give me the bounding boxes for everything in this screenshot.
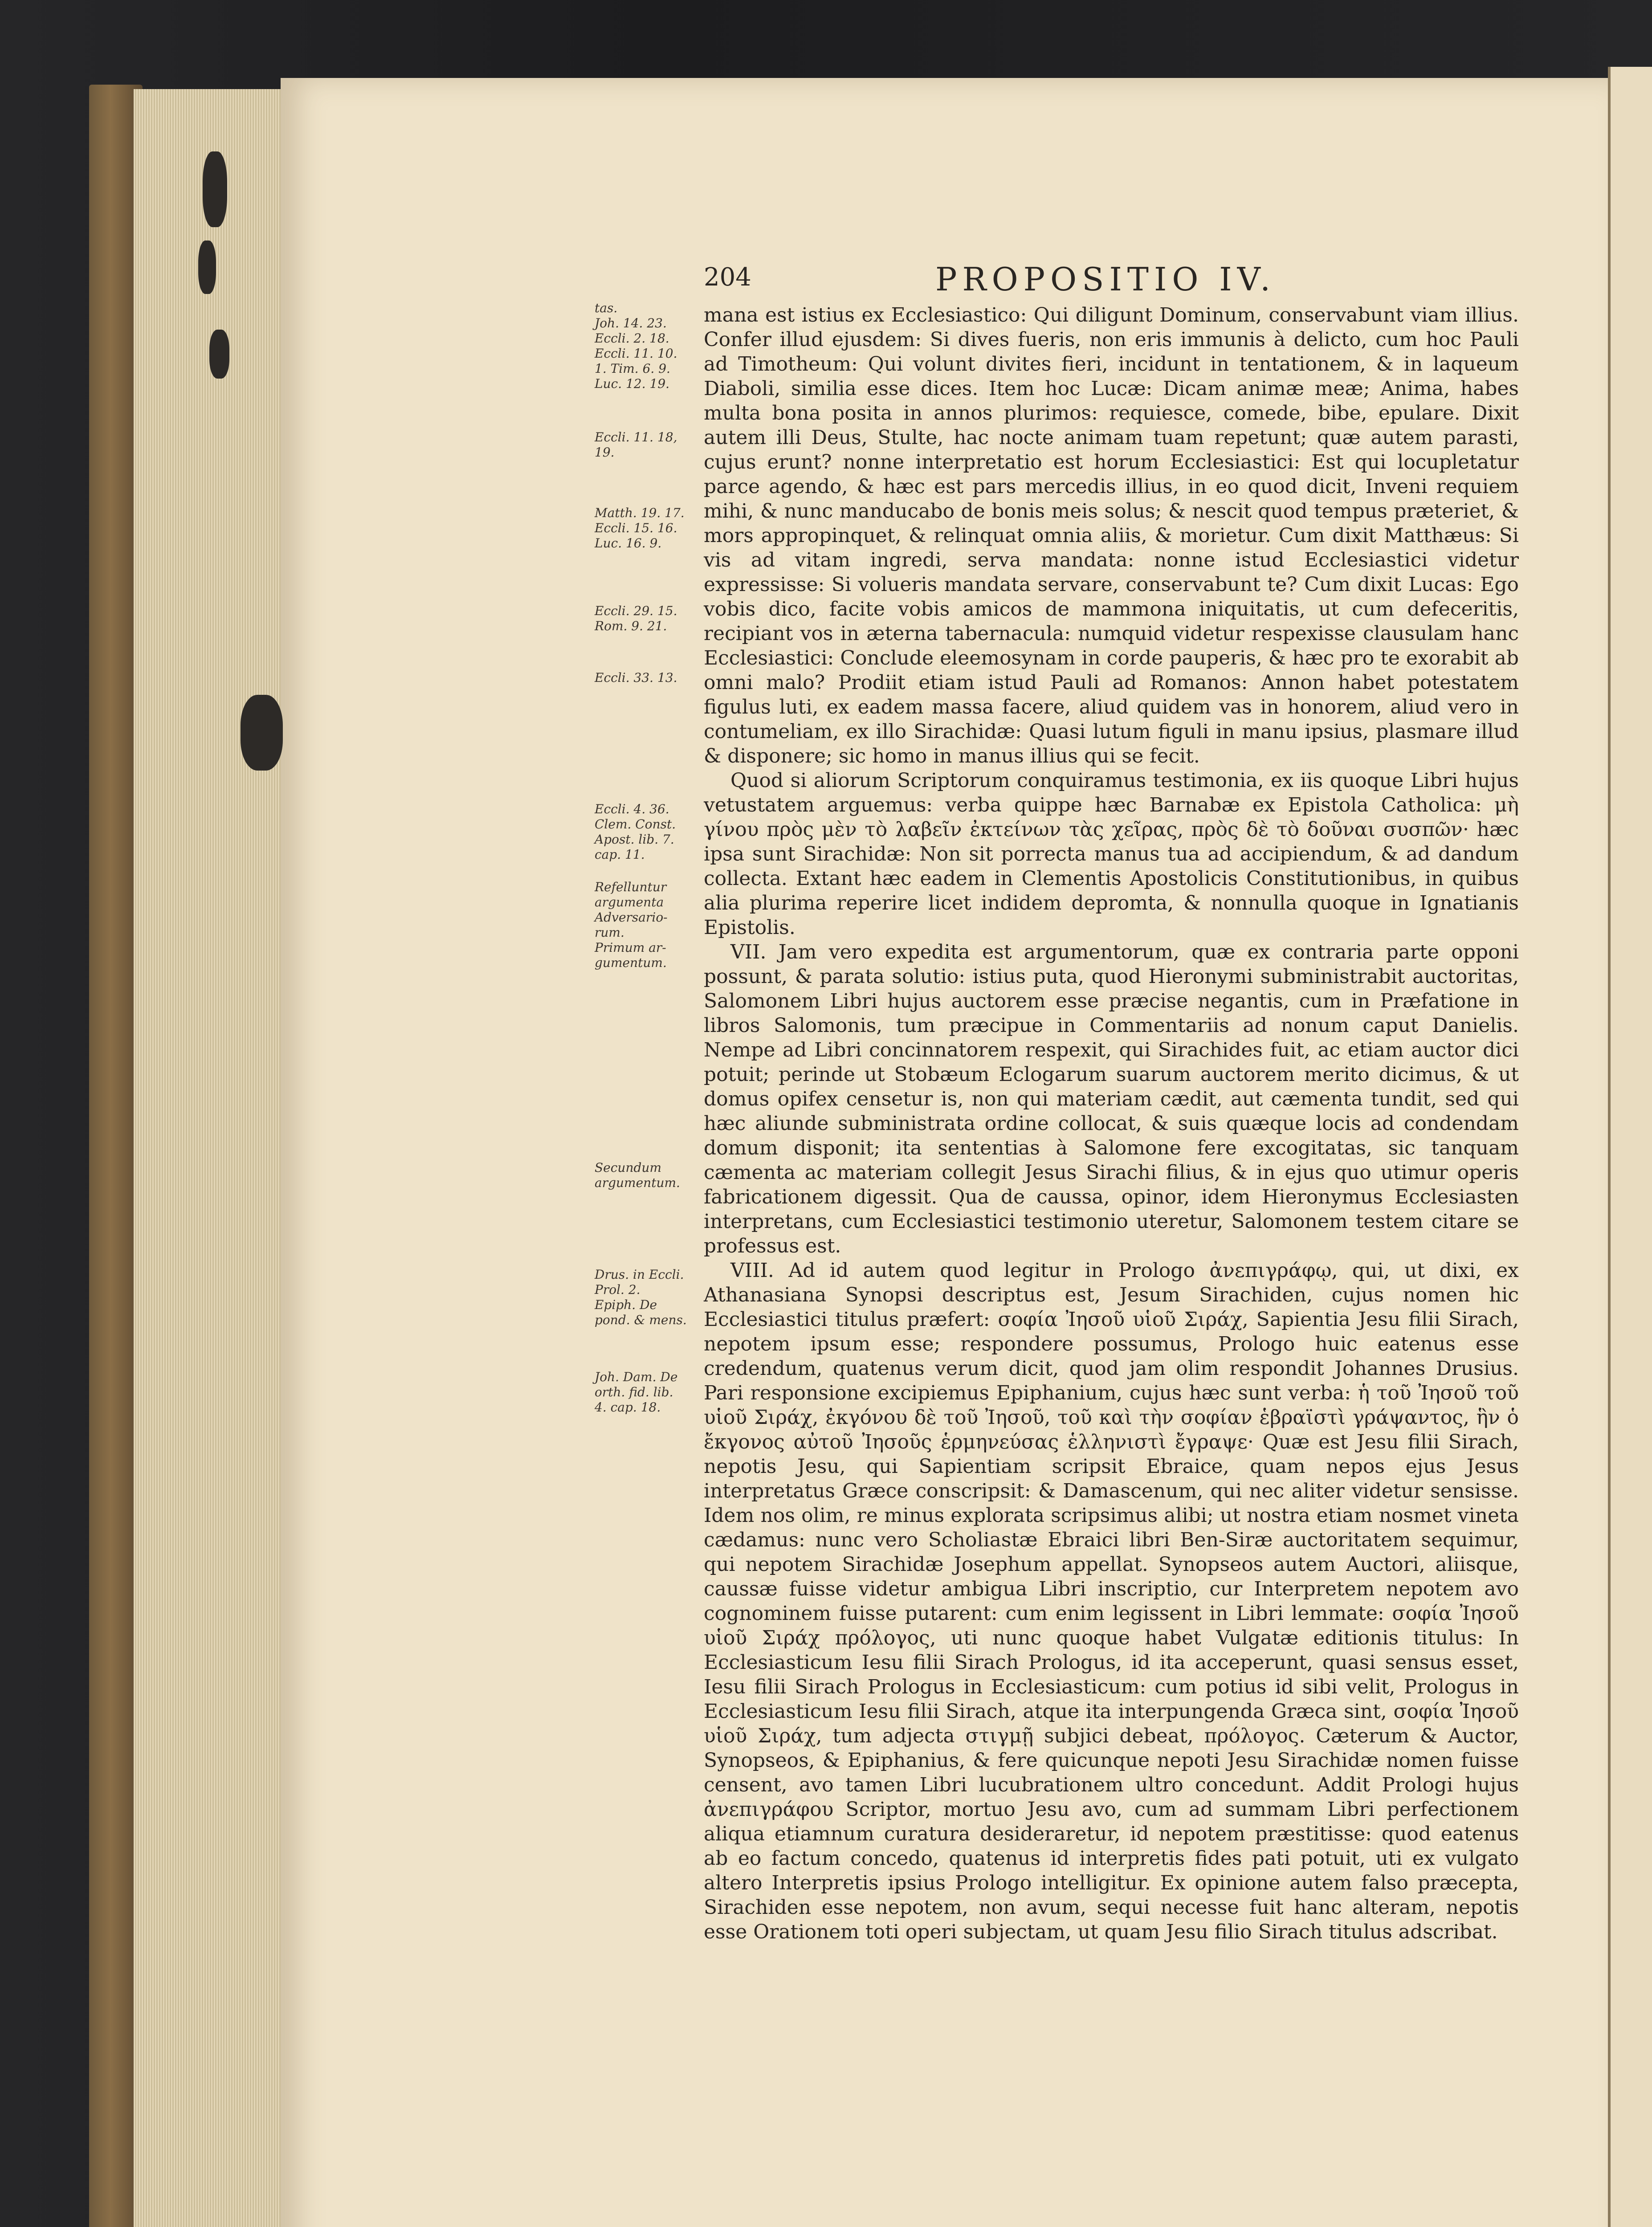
margin-note: Refelluntur argumenta Adversario- rum. Primum ar- gumentum. bbox=[595, 880, 668, 970]
margin-note: Eccli. 29. 15. Rom. 9. 21. bbox=[595, 604, 677, 633]
margin-note: Matth. 19. 17. Eccli. 15. 16. Luc. 16. 9. bbox=[595, 506, 685, 551]
page-edges bbox=[134, 89, 285, 2227]
margin-note: Joh. Dam. De orth. fid. lib. 4. cap. 18. bbox=[595, 1370, 678, 1415]
main-text bbox=[704, 303, 1519, 2084]
margin-note: Eccli. 4. 36. Clem. Const. Apost. lib. 7. cap. 11. bbox=[595, 802, 676, 862]
margin-note: Drus. in Eccli. Prol. 2. Epiph. De pond. & mens. bbox=[595, 1267, 687, 1327]
paragraph: Quod si aliorum Scriptorum conquiramus testimonia, ex iis quoque Libri hujus vetustatem arguemus: verba quippe hæc Barnabæ ex Epistola Catholica: μὴ γίνου πρὸς μὲν τὸ λαβεῖν ἐκτείνων τὰς χεῖρας, πρὸς δὲ τὸ δοῦναι συσπῶν· hæc ipsa sunt Sirachidæ: Non sit porrecta manus tua ad accipiendum, & ad dandum collecta. Extant hæc eadem in Clementis Apostolicis Constitutionibus, in quibus alia plurima reperire licet indidem depromta, & nonnulla quoque in Ignatianis Epistolis. bbox=[704, 769, 1519, 939]
ink-stain bbox=[209, 330, 229, 379]
margin-note: Secundum argumentum. bbox=[595, 1160, 680, 1190]
ink-stain bbox=[198, 241, 216, 294]
page-header bbox=[704, 263, 1505, 298]
margin-note: Eccli. 33. 13. bbox=[595, 670, 677, 685]
page-number: 204 bbox=[704, 263, 751, 292]
facing-page-edge bbox=[1608, 67, 1652, 2227]
margin-note: tas. Joh. 14. 23. Eccli. 2. 18. Eccli. 11. 10. 1. Tim. 6. 9. Luc. 12. 19. bbox=[595, 301, 677, 391]
margin-notes bbox=[595, 301, 697, 1726]
paragraph: mana est istius ex Ecclesiastico: Qui diligunt Dominum, conservabunt viam illius. Confer illud ejusdem: Si dives fueris, non eris immunis à delicto, cum hoc Pauli ad Timotheum: Qui volunt divites fieri, incidunt in tentationem, & in laqueum Diaboli, similia esse dices. Item hoc Lucæ: Dicam animæ meæ; Anima, habes multa bona posita in annos plurimos: requiesce, comede, bibe, epulare. Dixit autem illi Deus, Stulte, hac nocte animam tuam repetunt; quæ autem parasti, cujus erunt? nonne interpretatio est horum Ecclesiastici: Est qui locupletatur parce agendo, & hæc est pars mercedis illius, in eo quod dicit, Inveni requiem mihi, & nunc manducabo de bonis meis solus; & nescit quod tempus præteriet, & mors appropinquet, & relinquat omnia aliis, & morietur. Cum dixit Matthæus: Si vis ad vitam ingredi, serva mandata: nonne istud Ecclesiastici videtur expressisse: Si volueris mandata servare, conservabunt te? Cum dixit Lucas: Ego vobis dico, facite vobis amicos de mammona iniquitatis, ut cum defeceritis, recipiant vos in æterna tabernacula: numquid videtur respexisse clausulam hanc Ecclesiastici: Conclude eleemosynam in corde pauperis, & hæc pro te exorabit ab omni malo? Prodiit etiam istud Pauli ad Romanos: Annon habet potestatem figulus luti, ex eadem massa facere, aliud quidem vas in honorem, aliud vero in contumeliam, ex illo Sirachidæ: Quasi lutum figuli in manu ipsius, plasmare illud & disponere; sic homo in manus illius qui se fecit. bbox=[704, 304, 1519, 767]
paragraph: VII. Jam vero expedita est argumentorum, quæ ex contraria parte opponi possunt, & parata solutio: istius puta, quod Hieronymi subministrabit auctoritas, Salomonem Libri hujus auctorem esse præcise negantis, cum in Præfatione in libros Salomonis, tum præcipue in Commentariis ad nonum caput Danielis. Nempe ad Libri concinnatorem respexit, qui Sirachides fuit, ac etiam auctor dici potuit; perinde ut Stobæum Eclogarum suarum auctorem merito dicimus, & ut domus opifex censetur is, non qui materiam cædit, aut cæmenta tundit, sed qui hæc aliunde subministrata ordine collocat, & suis quæque locis ad condendam domum disponit; ita sententias à Salomone fere excogitatas, sic tanquam cæmenta ac materiam collegit Jesus Sirachi filius, & in ejus quo utimur operis fabricationem digessit. Qua de caussa, opinor, idem Hieronymus Ecclesiasten interpretans, cum Ecclesiastici testimonio uteretur, Salomonem testem citare se professus est. bbox=[704, 941, 1519, 1257]
margin-note: Eccli. 11. 18, 19. bbox=[595, 430, 677, 460]
page-title: PROPOSITIO IV. bbox=[935, 261, 1276, 298]
ink-stain bbox=[241, 695, 283, 771]
paragraph: VIII. Ad id autem quod legitur in Prologo ἀνεπιγράφῳ, qui, ut dixi, ex Athanasiana Synopsi descriptus est, Jesum Sirachiden, cujus nomen hic Ecclesiastici titulus præfert: σοφία Ἰησοῦ υἱοῦ Σιράχ, Sapientia Jesu filii Sirach, nepotem ipsum esse; respondere possumus, Prologo huic eatenus esse credendum, quatenus verum dicit, quod jam olim respondit Johannes Drusius. Pari responsione excipiemus Epiphanium, cujus hæc sunt verba: ἡ τοῦ Ἰησοῦ τοῦ υἱοῦ Σιράχ, ἐκγόνου δὲ τοῦ Ἰησοῦ, τοῦ καὶ τὴν σοφίαν ἑβραϊστὶ γράψαντος, ἣν ὁ ἔκγονος αὐτοῦ Ἰησοῦς ἑρμηνεύσας ἑλληνιστὶ ἔγραψε· Quæ est Jesu filii Sirach, nepotis Jesu, qui Sapientiam scripsit Ebraice, quam nepos ejus Jesus interpretatus Græce conscripsit: & Damascenum, qui nec aliter videtur sensisse. Idem nos olim, re minus explorata scripsimus alibi; ut nostra etiam nosmet vineta cædamus: nunc vero Scholiastæ Ebraici libri Ben-Siræ auctoritatem sequimur, qui nepotem Sirachidæ Josephum appellat. Synopseos autem Auctori, aliisque, caussæ fuisse videtur ambigua Libri inscriptio, cur Interpretem nepotem avo cognominem fuisse putarent: cum enim legissent in Libri lemmate: σοφία Ἰησοῦ υἱοῦ Σιράχ πρόλογος, uti nunc quoque habet Vulgatæ editionis titulus: In Ecclesiasticum Iesu filii Sirach Prologus, id ita acceperunt, quasi sensus esset, Iesu filii Sirach Prologus in Ecclesiasticum: cum potius id sibi velit, Prologus in Ecclesiasticum Iesu filii Sirach, atque ita interpungenda Græca sint, σοφία Ἰησοῦ υἱοῦ Σιράχ, tum adjecta στιγμῇ subjici debeat, πρόλογος. Cæterum & Auctor, Synopseos, & Epiphanius, & fere quicunque nepoti Jesu Sirachidæ nomen fuisse censent, avo tamen Libri lucubrationem ultro concedunt. Addit Prologi hujus ἀνεπιγράφου Scriptor, mortuo Jesu avo, cum ad summam Libri perfectionem aliqua etiamnum curatura desideraretur, id nepotem præstitisse: quod eatenus ab eo factum concedo, quatenus id interpretis fides pati potuit, uti ex vulgato altero Interpretis ipsius Prologo intelligitur. Ex opinione autem falso præcepta, Sirachiden esse nepotem, non avum, sequi necesse fuit hanc alteram, nepotis esse Orationem toti operi subjectam, ut quam Jesu filio Sirach titulus adscribat. bbox=[704, 1259, 1519, 1943]
ink-stain bbox=[203, 151, 227, 227]
